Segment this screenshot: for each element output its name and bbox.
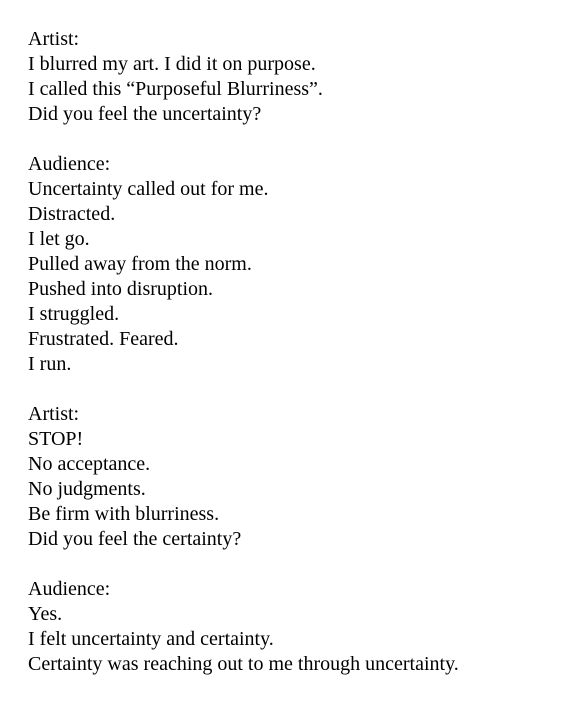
stanza-4 [28,577,578,677]
dialogue-line: I run. [28,353,72,375]
dialogue-line: Pushed into disruption. [28,278,214,300]
dialogue-line: STOP! [28,428,84,450]
dialogue-line: No judgments. [28,478,146,500]
dialogue-line: Frustrated. Feared. [28,328,179,350]
speaker-label: Artist: [28,403,80,425]
stanza-2 [28,152,578,377]
dialogue-line: I let go. [28,228,90,250]
dialogue-line: I called this “Purposeful Blurriness”. [28,78,323,100]
dialogue-line: Uncertainty called out for me. [28,178,269,200]
dialogue-line: I struggled. [28,303,120,325]
speaker-label: Artist: [28,28,80,50]
dialogue-line: I blurred my art. I did it on purpose. [28,53,316,75]
dialogue-line: Be firm with blurriness. [28,503,220,525]
speaker-label: Audience: [28,153,111,175]
dialogue-line: I felt uncertainty and certainty. [28,628,274,650]
dialogue-line: No acceptance. [28,453,151,475]
dialogue-line: Yes. [28,603,63,625]
dialogue-line: Pulled away from the norm. [28,253,252,275]
speaker-label: Audience: [28,578,111,600]
dialogue-line: Certainty was reaching out to me through uncertainty. [28,653,459,675]
dialogue-line: Did you feel the uncertainty? [28,103,262,125]
stanza-3 [28,402,578,552]
document-body [28,27,578,677]
stanza-1 [28,27,578,127]
dialogue-line: Distracted. [28,203,116,225]
dialogue-line: Did you feel the certainty? [28,528,242,550]
